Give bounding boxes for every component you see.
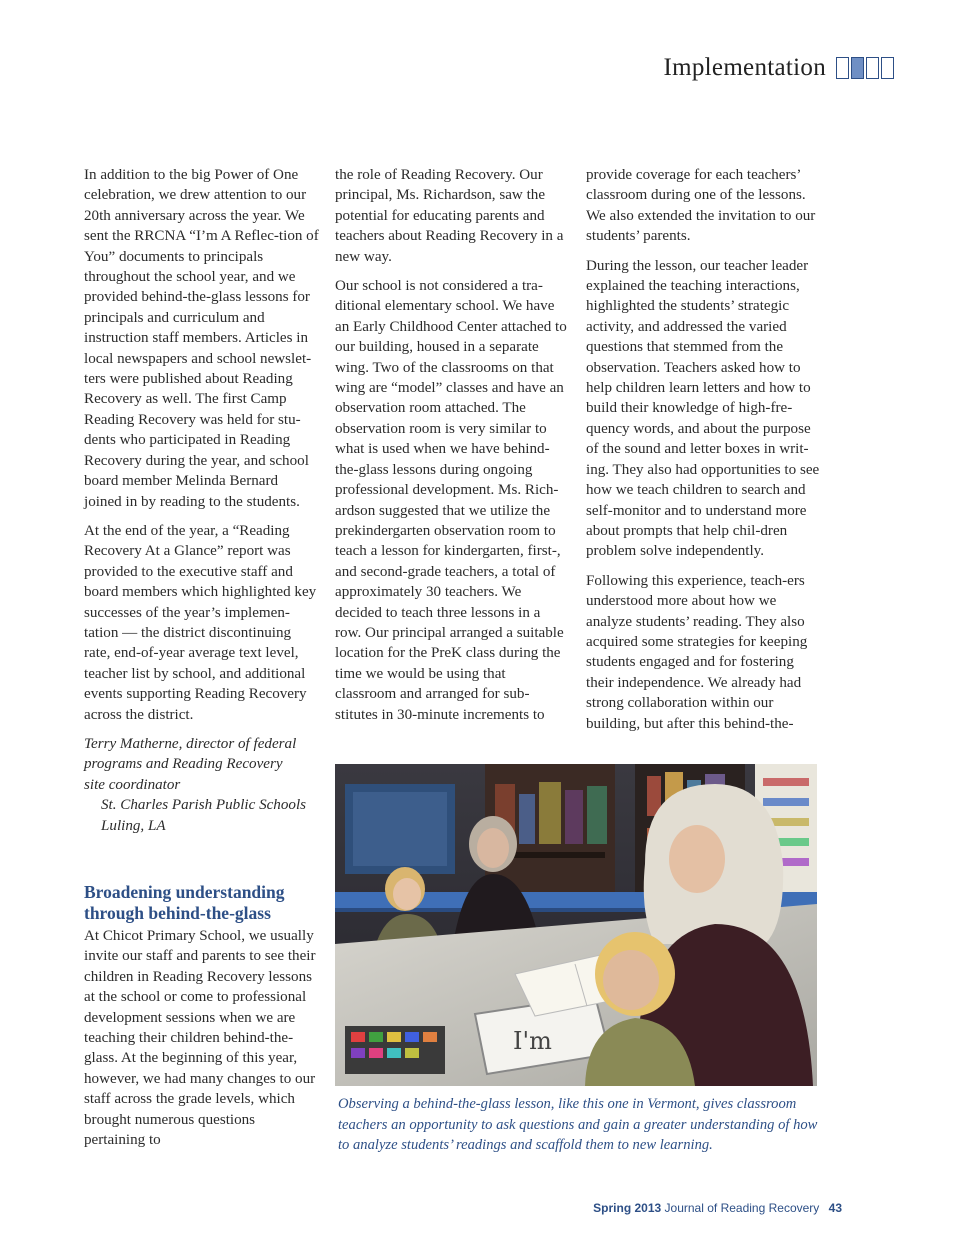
signature-line-1: Terry Matherne, director of federal: [84, 735, 297, 752]
column-1-lower: [84, 926, 319, 1150]
signature-line-4: St. Charles Parish Public Schools: [101, 797, 307, 814]
signature-line-5: Luling, LA: [101, 817, 166, 834]
header-box-3: [866, 57, 879, 79]
header-title: Implementation: [663, 54, 826, 81]
signature-line-3: site coordinator: [84, 776, 181, 793]
header-boxes-icon: [836, 57, 894, 79]
footer-season: Spring 2013: [593, 1201, 662, 1215]
section-heading: [84, 882, 324, 924]
column-3: [586, 165, 824, 743]
lesson-photo-illustration: [335, 764, 817, 1086]
running-header: [664, 54, 895, 82]
page-number: 43: [828, 1201, 842, 1215]
header-box-1: [836, 57, 849, 79]
col3-paragraph-2: During the lesson, our teacher leader explained the teaching interactions, highlighted the students’ strategic activity, and addressed the varied questions that stemmed from the observation. Teachers asked how to help children learn letters and how to build their knowledge of high-fre-quency words, and about the purpose of the sound and letter boxes in writ-ing. They also had opportunities to see how we teach children to search and self-monitor and to understand more about prompts that help chil-dren problem solve independently.: [586, 257, 820, 560]
section-heading-line-2: through behind-the-glass: [84, 903, 271, 923]
header-box-2: [851, 57, 864, 79]
footer-journal: Journal of Reading Recovery: [664, 1201, 820, 1215]
signature-line-2: programs and Reading Recovery: [84, 756, 283, 773]
photo-caption: Observing a behind-the-glass lesson, like this one in Vermont, gives classroom teachers an opportunity to ask questions and gain a greater understanding of how to analyze students’ readings and scaffold them to new learning.: [338, 1096, 818, 1154]
col1-paragraph-1: In addition to the big Power of One celebration, we drew attention to our 20th anniversary across the year. We sent the RRCNA “I’m A Reflec-tion of You” documents to principals throughout the school year, and we provided behind-the-glass lessons for principals and curriculum and instruction staff members. Articles in local newspapers and school newslet-ters were published about Reading Recovery as well. The first Camp Reading Recovery was held for stu-dents who participated in Reading Recovery during the year, and school board member Melinda Bernard joined in by reading to the students.: [84, 167, 319, 510]
section-body: At Chicot Primary School, we usually invite our staff and parents to see their children in Reading Recovery lessons at the school or come to professional development sessions when we are teaching their children behind-the-glass. At the beginning of this year, however, we had many changes to our staff across the grade levels, which brought numerous questions pertaining to: [84, 928, 316, 1149]
section-heading-line-1: Broadening understanding: [84, 882, 285, 902]
col3-paragraph-1: provide coverage for each teachers’ classroom during one of the lessons. We also extended the invitation to our students’ parents.: [586, 167, 816, 245]
col1-paragraph-2: At the end of the year, a “Reading Recovery At a Glance” report was provided to the executive staff and board members which highlighted key successes of the year’s implemen-tation — the district discontinuing rate, end-of-year average text level, teacher list by school, and additional events supporting Reading Recovery across the district.: [84, 522, 317, 723]
col2-paragraph-1: the role of Reading Recovery. Our principal, Ms. Richardson, saw the potential for educating parents and teachers about Reading Recovery in a new way.: [335, 167, 564, 265]
column-2: [335, 165, 569, 734]
author-signature: [84, 734, 319, 836]
column-1: [84, 165, 319, 845]
header-box-4: [881, 57, 894, 79]
lesson-photo: [335, 764, 817, 1086]
col3-paragraph-3: Following this experience, teach-ers understood more about how we analyze students’ reading. They also acquired some strategies for keeping students engaged and for fostering their independence. We already had strong collaboration within our building, but after this behind-the-: [586, 572, 808, 732]
col2-paragraph-2: Our school is not considered a tra-ditional elementary school. We have an Early Childhood Center attached to our building, housed in a separate wing. Two of the classrooms on that wing are “model” classes and have an observation room attached. The observation room is very similar to what is used when we have behind-the-glass lessons during ongoing professional development. Ms. Rich-ardson suggested that we utilize the prekindergarten observation room to teach a lesson for kindergarten, first-, and second-grade teachers, a total of approximately 30 teachers. We decided to teach three lessons in a row. Our principal arranged a suitable location for the PreK class during the time we would be using that classroom and arranged for sub-stitutes in 30-minute increments to: [335, 278, 567, 723]
page-footer: [593, 1201, 842, 1215]
whiteboard-text: I'm: [513, 1027, 552, 1055]
